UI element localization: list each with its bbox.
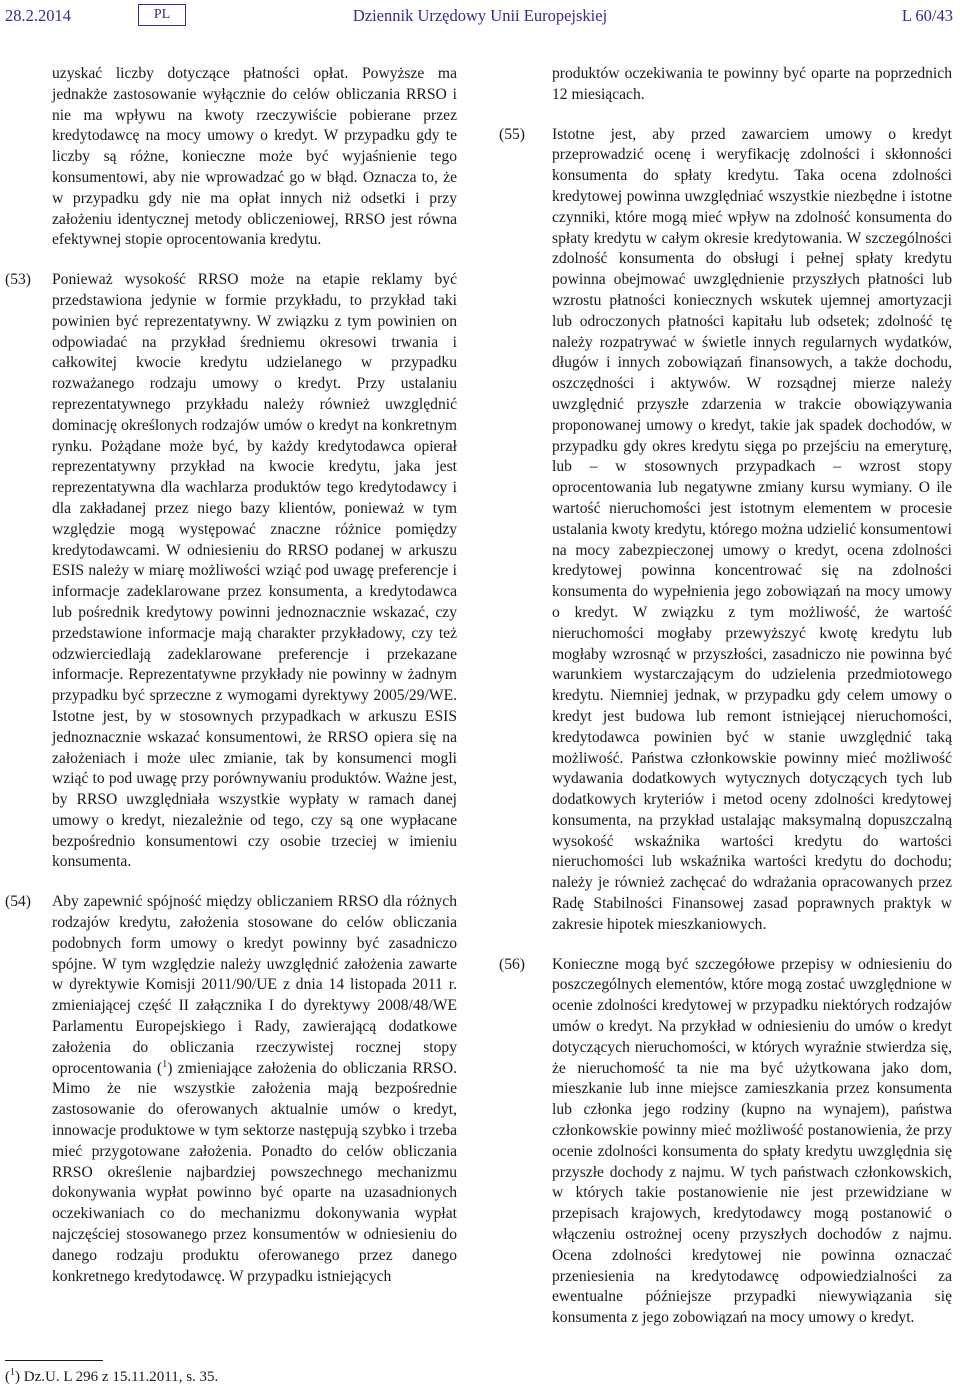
paragraph-text	[52, 892, 457, 1287]
right-column	[494, 64, 960, 1329]
footnote: ($^1$) Dz.U. L 296 z 15.11.2011, s. 35.	[5, 1367, 219, 1385]
recital-54	[0, 892, 480, 1287]
publication-date: 28.2.2014	[5, 6, 71, 25]
continuation-paragraph	[0, 64, 480, 251]
footnote-reference[interactable]: 1	[162, 1058, 168, 1070]
continuation-paragraph	[494, 64, 960, 106]
paragraph-text: produktów oczekiwania te powinny być oparte na poprzednich 12 miesiącach.	[552, 65, 952, 103]
page-header	[0, 4, 960, 32]
recital-number: (54)	[5, 893, 31, 911]
paragraph-text: Istotne jest, aby przed zawarciem umowy o kredyt przeprowadzić ocenę i weryfikację zdolności i skłonności konsumenta do spłaty kredytu. Taka ocena zdolności kredytowej powinna uwzględniać wszystkie niezbędne i istotne czynniki, które mogą mieć wpływ na zdolność konsumenta do spłaty kredytu w całym okresie kredytowania. W szczególności zdolność konsumenta do obsługi i pełnej spłaty kredytu powinna obejmować uwzględnienie przyszłych płatności lub wzrostu płatności koniecznych wskutek ujemnej amortyzacji lub odroczonych płatności kapitału lub odsetek; zdolność tę należy rozpatrywać w świetle innych regularnych wydatków, długów i innych zobowiązań finansowych, a także dochodu, oszczędności i aktywów. W rozsądnej mierze należy uwzględnić przyszłe zdarzenia w trakcie obowiązywania proponowanej umowy o kredyt, takie jak spadek dochodów, w przypadku gdy okres kredytu sięga po przejściu na emeryturę, lub – w stosownych przypadkach – wzrost stopy oprocentowania lub negatywne zmiany kursu wymiany. O ile wartość nieruchomości jest istotnym elementem w procesie ustalania kwoty kredytu, którego można udzielić konsumentowi na mocy zabezpieczonej umowy o kredyt, ocena zdolności kredytowej powinna koncentrować się na zdolności konsumenta do wypełnienia jego zobowiązań na mocy umowy o kredyt. W związku z tym możliwość, że wartość nieruchomości mogłaby przewyższyć kwotę kredytu lub mogłaby wzrosnąć w przyszłości, zasadniczo nie powinna być warunkiem wystarczającym do udzielenia przedmiotowego kredytu. Niemniej jednak, w przypadku gdy celem umowy o kredyt jest budowa lub remont istniejącej nieruchomości, kredytodawca powinien być w stanie uwzględnić taką możliwość. Państwa członkowskie powinny mieć możliwość wydawania dodatkowych wytycznych dotyczących tych lub dodatkowych kryteriów i metod oceny zdolności kredytowej konsumenta, na przykład ustalając maksymalną dopuszczalną wysokość wskaźnika wartości kredytu do wartości nieruchomości lub wskaźnika wartości kredytu do dochodu; należy je również zachęcać do wdrażania opracowanych przez Radę Stabilności Finansowej zasad poprawnych praktyk w zakresie hipotek mieszkaniowych.	[552, 125, 952, 933]
text-after-footnote: ) zmieniające założenia do obliczania RRSO. Mimo że nie wszystkie założenia mają bezpośrednie zastosowanie do oferowanych aktualnie umów o kredyt, innowacje produktowe w tym sektorze następują szybko i trzeba mieć przygotowane założenia. Ponadto do celów obliczania RRSO określenie najbardziej powszechnego mechanizmu dokonywania wypłat powinno być oparte na uzasadnionych oczekiwaniach co do mechanizmu dokonywania wypłat najczęściej stosowanego przez konsumentów w odniesieniu do danego rodzaju produktu oferowanego przez danego konkretnego kredytodawcę. W przypadku istniejących	[52, 1059, 457, 1285]
footnote-divider	[5, 1360, 103, 1361]
recital-56	[494, 955, 960, 1329]
footnote-text: Dz.U. L 296 z 15.11.2011, s. 35.	[23, 1369, 219, 1385]
page-number: L 60/43	[901, 6, 953, 25]
recital-55	[494, 125, 960, 936]
language-badge: PL	[138, 4, 186, 26]
recital-number: (53)	[5, 271, 31, 289]
journal-title: Dziennik Urzędowy Unii Europejskiej	[352, 6, 608, 25]
paragraph-text: Ponieważ wysokość RRSO może na etapie reklamy być przedstawiona jedynie w formie przykładu, to przykład taki powinien być reprezentatywny. W związku z tym powinien on odpowiadać na przykład średniemu okresowi trwania i całkowitej kwocie kredytu udzielanego w przypadku rozważanego rodzaju umowy o kredyt. Przy ustalaniu reprezentatywnego przykładu należy również uwzględnić dominację określonych rodzajów umów o kredyt na konkretnym rynku. Pożądane może być, by każdy kredytodawca opierał reprezentatywny przykład na kwocie kredytu, jaka jest reprezentatywna dla wachlarza produktów tego kredytodawcy i dla zakładanej przez niego bazy klientów, ponieważ w tym względzie mogą występować znaczne różnice pomiędzy kredytodawcami. W odniesieniu do RRSO podanej w arkuszu ESIS należy w miarę możliwości wziąć pod uwagę preferencje i informacje zadeklarowane przez konsumenta, a kredytodawca lub pośrednik kredytowy powinni jednoznacznie wskazać, czy przedstawione informacje mają charakter przykładowy, czy też odzwierciedlają zadeklarowane preferencje i przekazane informacje. Reprezentatywne przykłady nie powinny w żadnym przypadku być sprzeczne z wymogami dyrektywy 2005/29/WE. Istotne jest, by w stosownych przypadkach w arkuszu ESIS jednoznacznie wskazać konsumentowi, że RRSO opiera się na założeniach i może ulec zmianie, tak by konsumenci mogli wziąć to pod uwagę przy porównywaniu produktów. Ważne jest, by RRSO uwzględniała wszystkie wypłaty w ramach danej umowy o kredyt, niezależnie od tego, czy są one wypłacane bezpośrednio konsumentowi czy osobie trzeciej w imieniu konsumenta.	[52, 271, 457, 871]
recital-53	[0, 270, 480, 873]
recital-number: (56)	[499, 955, 525, 973]
recital-number: (55)	[499, 125, 525, 143]
paragraph-text: uzyskać liczby dotyczące płatności opłat. Powyższe ma jednakże zastosowanie wyłącznie do celów obliczania RRSO i nie ma wpływu na kwoty rzeczywiście pobierane przez kredytodawcę na mocy umowy o kredyt. W przypadku gdy te liczby są różne, konieczne może być wyjaśnienie tego konsumentowi, aby nie wprowadzać go w błąd. Oznacza to, że w przypadku gdy nie ma opłat innych niż odsetki i przy założeniu identycznej metody obliczeniowej, RRSO jest równa efektywnej stopie oprocentowania kredytu.	[52, 65, 457, 249]
footnote-marker: 1	[10, 1367, 15, 1378]
left-column	[0, 64, 480, 1287]
paragraph-text: Konieczne mogą być szczegółowe przepisy w odniesieniu do poszczególnych elementów, które mogą zostać uwzględnione w ocenie zdolności kredytowej w przypadku niektórych rodzajów umów o kredyt. Na przykład w odniesieniu do umów o kredyt dotyczących nieruchomości, w których wyraźnie stwierdza się, że nieruchomość ta nie ma być użytkowana jako dom, mieszkanie lub inne miejsce zamieszkania przez konsumenta lub członka jego rodziny (kupno na wynajem), państwa członkowskie powinny mieć możliwość postanowienia, że przy ocenie zdolności konsumenta do spłaty kredytu uwzględnia się przyszłe dochody z najmu. W tych państwach członkowskich, w których takie postanowienie nie jest przewidziane w przepisach krajowych, kredytodawcy mogą postanowić o włączeniu ostrożnej oceny przyszłych dochodów z najmu. Ocena zdolności kredytowej nie powinna oznaczać przeniesienia na kredytodawcę odpowiedzialności za ewentualne późniejsze przypadki niewywiązania się konsumenta z jego zobowiązań na mocy umowy o kredyt.	[552, 955, 952, 1327]
text-before-footnote: Aby zapewnić spójność między obliczaniem RRSO dla różnych rodzajów kredytu, założenia stosowane do celów obliczania podobnych form umowy o kredyt powinny być zasadniczo spójne. W tym względzie należy uwzględnić założenia zawarte w dyrektywie Komisji 2011/90/UE z dnia 14 listopada 2011 r. zmieniającej część II załącznika I do dyrektywy 2008/48/WE Parlamentu Europejskiego i Rady, zawierającą dodatkowe założenia do obliczania rzeczywistej rocznej stopy oprocentowania (	[52, 893, 457, 1077]
